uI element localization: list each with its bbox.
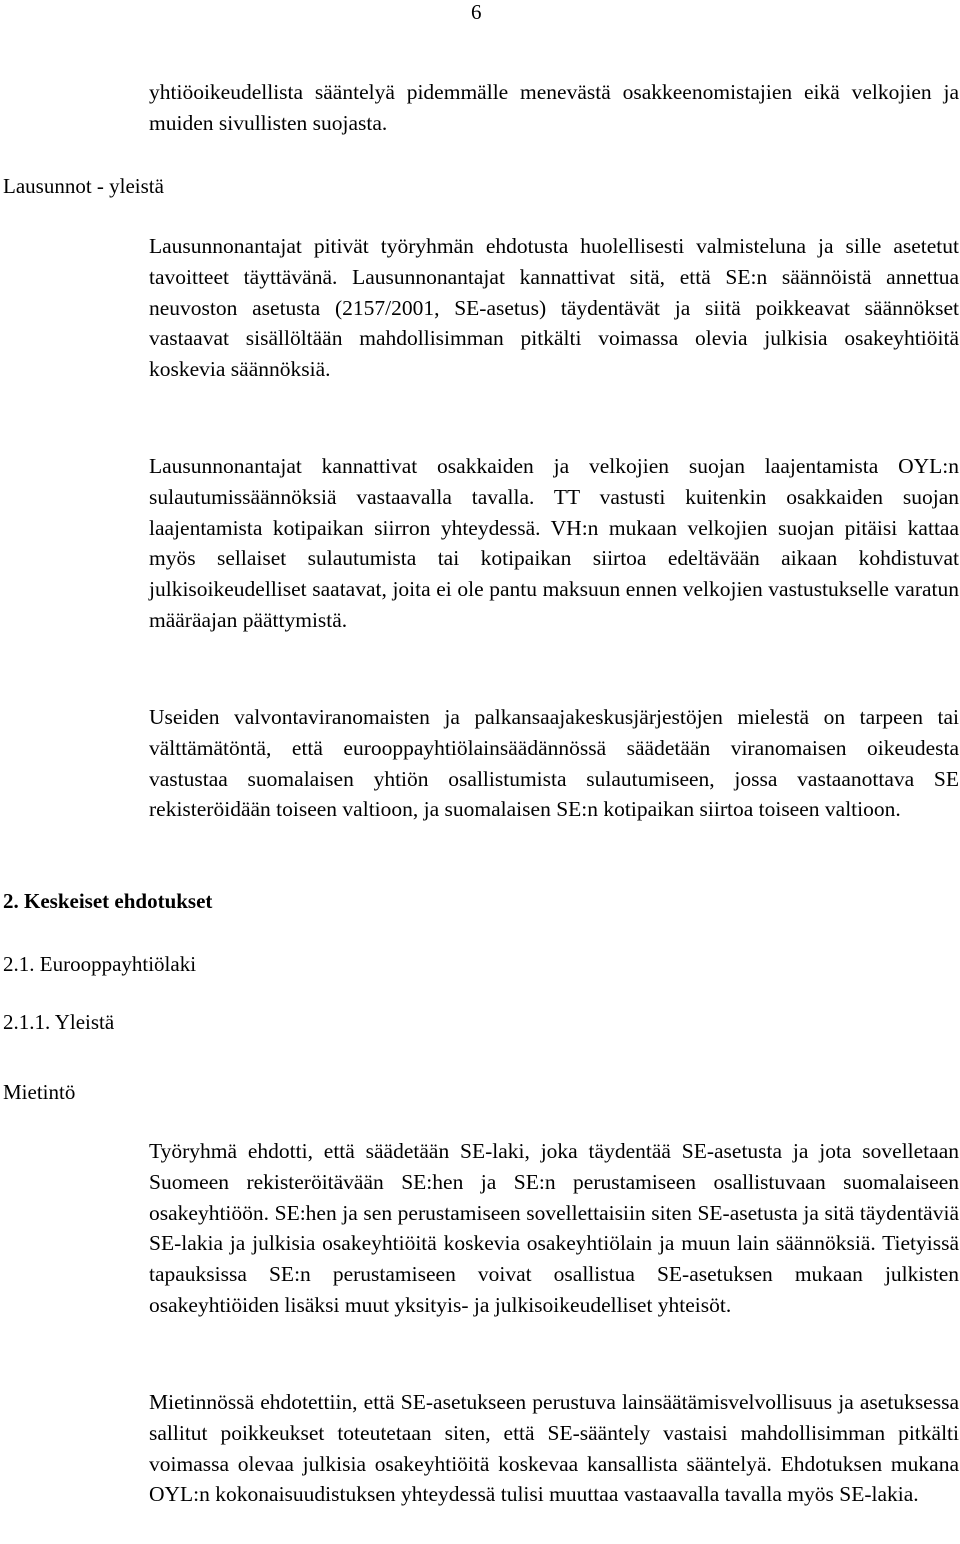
paragraph-1: yhtiöoikeudellista sääntelyä pidemmälle menevästä osakkeenomistajien eikä velkojien ja muiden sivullisten suojasta.	[149, 80, 959, 135]
margin-heading-lausunnot: Lausunnot - yleistä	[3, 174, 164, 198]
section-heading-2: 2. Keskeiset ehdotukset	[3, 889, 213, 913]
margin-heading-mietinto: Mietintö	[3, 1080, 76, 1104]
paragraph-3: Lausunnonantajat kannattivat osakkaiden ja velkojien suojan laajentamista OYL:n sulautumissäännöksiä vastaavalla tavalla. TT vastusti kuitenkin osakkaiden suojan laajentamista kotipaikan siirron yhteydessä. VH:n mukaan velkojien suojan pitäisi kattaa myös sellaiset sulautumista tai kotipaikan siirtoa edeltävään aikaan kohdistuvat julkisoikeudelliset saatavat, joita ei ole pantu maksuun ennen velkojien vastustukselle varatun määräajan päättymistä.	[149, 454, 959, 632]
page-number: 6	[471, 0, 482, 24]
section-heading-2-1: 2.1. Eurooppayhtiölaki	[3, 952, 197, 976]
paragraph-2: Lausunnonantajat pitivät työryhmän ehdotusta huolellisesti valmisteluna ja sille asetetut tavoitteet täyttävänä. Lausunnonantajat kannattivat sitä, että SE:n säännöistä annettua neuvoston asetusta (2157/2001, SE-asetus) täydentävät ja siitä poikkeavat säännökset vastaavat sisällöltään mahdollisimman pitkälti voimassa olevia julkisia osakeyhtiöitä koskevia säännöksiä.	[149, 234, 959, 382]
paragraph-6: Mietinnössä ehdotettiin, että SE-asetukseen perustuva lainsäätämisvelvollisuus ja asetuksessa sallitut poikkeukset toteutetaan siten, että SE-sääntely vastaisi mahdollisimman pitkälti voimassa olevaa julkisia osakeyhtiöitä koskevaa kansallista sääntelyä. Ehdotuksen mukana OYL:n kokonaisuudistuksen yhteydessä tulisi muuttaa vastaavalla tavalla myös SE-lakia.	[149, 1390, 959, 1507]
paragraph-4: Useiden valvontaviranomaisten ja palkansaajakeskusjärjestöjen mielestä on tarpeen tai välttämätöntä, että eurooppayhtiölainsäädännössä säädetään viranomaisen oikeudesta vastustaa suomalaisen yhtiön osallistumista sulautumiseen, jossa vastaanottava SE rekisteröidään toiseen valtioon, ja suomalaisen SE:n kotipaikan siirtoa toiseen valtioon.	[149, 705, 959, 822]
section-heading-2-1-1: 2.1.1. Yleistä	[3, 1010, 115, 1034]
paragraph-5: Työryhmä ehdotti, että säädetään SE-laki, joka täydentää SE-asetusta ja jota sovelletaan Suomeen rekisteröitävään SE:hen ja SE:n perustamiseen osallistuvaan suomalaiseen osakeyhtiöön. SE:hen ja sen perustamiseen sovellettaisiin siten SE-asetusta ja sitä täydentäviä SE-lakia ja julkisia osakeyhtiöitä koskevia osakeyhtiölain ja muun lain säännöksiä. Tietyissä tapauksissa SE:n perustamiseen voivat osallistua SE-asetuksen mukaan julkisten osakeyhtiöiden lisäksi muut yksityis- ja julkisoikeudelliset yhteisöt.	[149, 1139, 959, 1317]
